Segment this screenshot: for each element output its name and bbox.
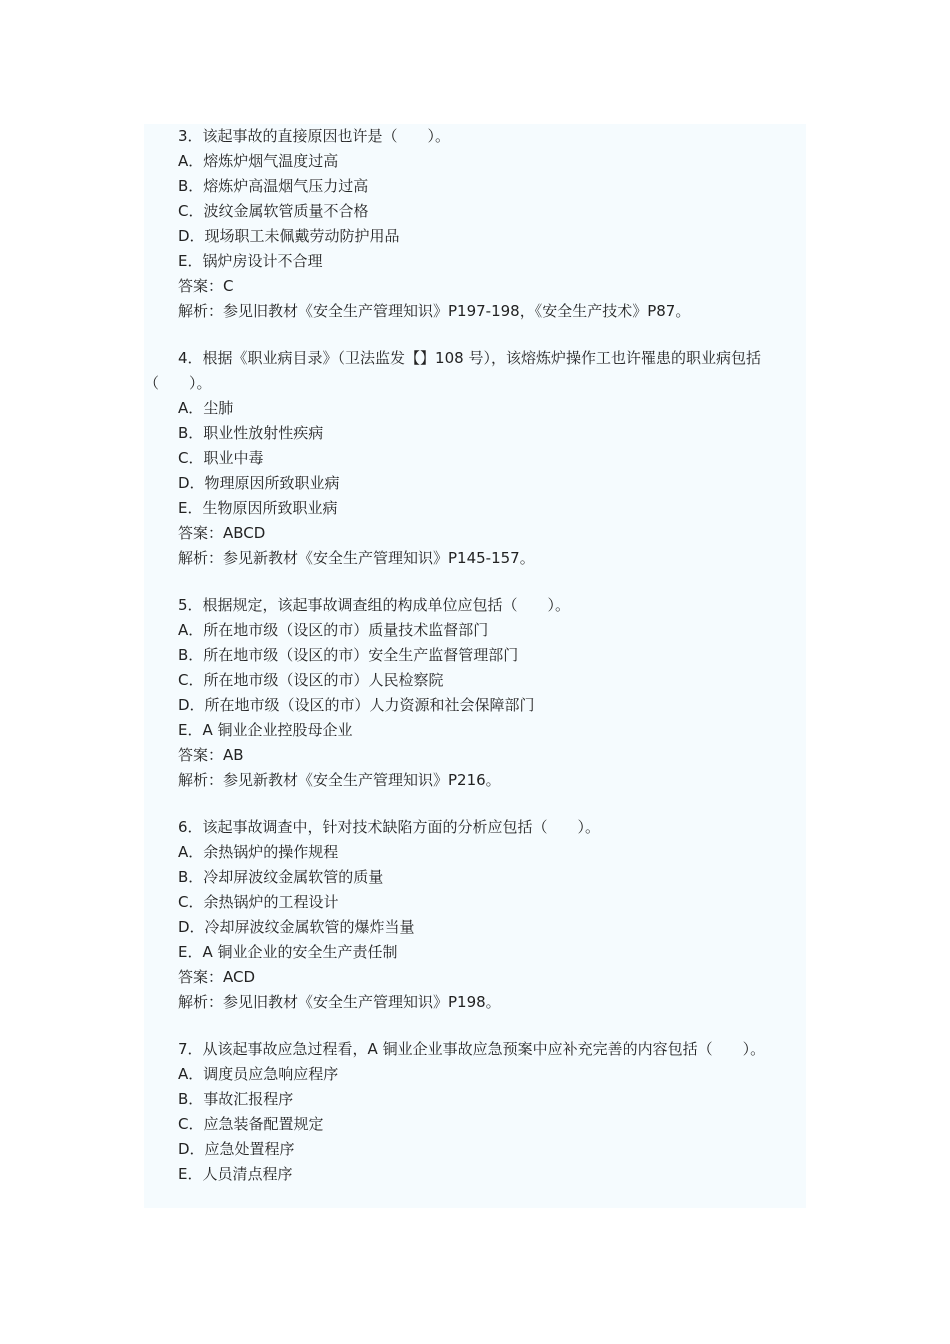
question-7: [144, 1037, 806, 1187]
option-c: C．职业中毒: [178, 449, 264, 467]
analysis: 解析：参见旧教材《安全生产管理知识》P197-198，《安全生产技术》P87。: [178, 302, 691, 320]
option-b: B．职业性放射性疾病: [178, 424, 324, 442]
question-6: [144, 815, 806, 1015]
answer: 答案：C: [178, 277, 234, 295]
document-body: [144, 124, 806, 1209]
option-b: B．所在地市级（设区的市）安全生产监督管理部门: [178, 646, 519, 664]
option-e: E．锅炉房设计不合理: [178, 252, 323, 270]
option-a: A．所在地市级（设区的市）质量技术监督部门: [178, 621, 489, 639]
question-4: [144, 346, 806, 571]
question-stem: 6．该起事故调查中，针对技术缺陷方面的分析应包括（ ）。: [178, 818, 601, 836]
option-e: E．A 铜业企业控股母企业: [178, 721, 353, 739]
option-d: D．所在地市级（设区的市）人力资源和社会保障部门: [178, 696, 535, 714]
option-d: D．物理原因所致职业病: [178, 474, 340, 492]
option-d: D．应急处置程序: [178, 1140, 295, 1158]
question-stem: 5．根据规定，该起事故调查组的构成单位应包括（ ）。: [178, 596, 571, 614]
option-c: C．所在地市级（设区的市）人民检察院: [178, 671, 444, 689]
option-a: A．调度员应急响应程序: [178, 1065, 339, 1083]
analysis: 解析：参见新教材《安全生产管理知识》P216。: [178, 771, 501, 789]
answer: 答案：AB: [178, 746, 244, 764]
analysis: 解析：参见新教材《安全生产管理知识》P145-157。: [178, 549, 535, 567]
option-c: C．波纹金属软管质量不合格: [178, 202, 369, 220]
option-b: B．熔炼炉高温烟气压力过高: [178, 177, 369, 195]
option-e: E．生物原因所致职业病: [178, 499, 338, 517]
option-b: B．冷却屏波纹金属软管的质量: [178, 868, 384, 886]
question-3: [144, 124, 806, 324]
question-stem: 4．根据《职业病目录》（卫法监发【】108 号），该熔炼炉操作工也许罹患的职业病包括（ ）。: [144, 349, 761, 392]
option-e: E．A 铜业企业的安全生产责任制: [178, 943, 398, 961]
option-c: C．余热锅炉的工程设计: [178, 893, 339, 911]
option-a: A．熔炼炉烟气温度过高: [178, 152, 339, 170]
option-e: E．人员清点程序: [178, 1165, 293, 1183]
answer: 答案：ABCD: [178, 524, 266, 542]
question-stem: 3．该起事故的直接原因也许是（ ）。: [178, 127, 451, 145]
question-5: [144, 593, 806, 793]
option-b: B．事故汇报程序: [178, 1090, 294, 1108]
question-stem: 7．从该起事故应急过程看，A 铜业企业事故应急预案中应补充完善的内容包括（ ）。: [178, 1040, 766, 1058]
answer: 答案：ACD: [178, 968, 256, 986]
analysis: 解析：参见旧教材《安全生产管理知识》P198。: [178, 993, 501, 1011]
option-d: D．现场职工未佩戴劳动防护用品: [178, 227, 400, 245]
option-a: A．尘肺: [178, 399, 234, 417]
option-a: A．余热锅炉的操作规程: [178, 843, 339, 861]
option-c: C．应急装备配置规定: [178, 1115, 324, 1133]
option-d: D．冷却屏波纹金属软管的爆炸当量: [178, 918, 415, 936]
